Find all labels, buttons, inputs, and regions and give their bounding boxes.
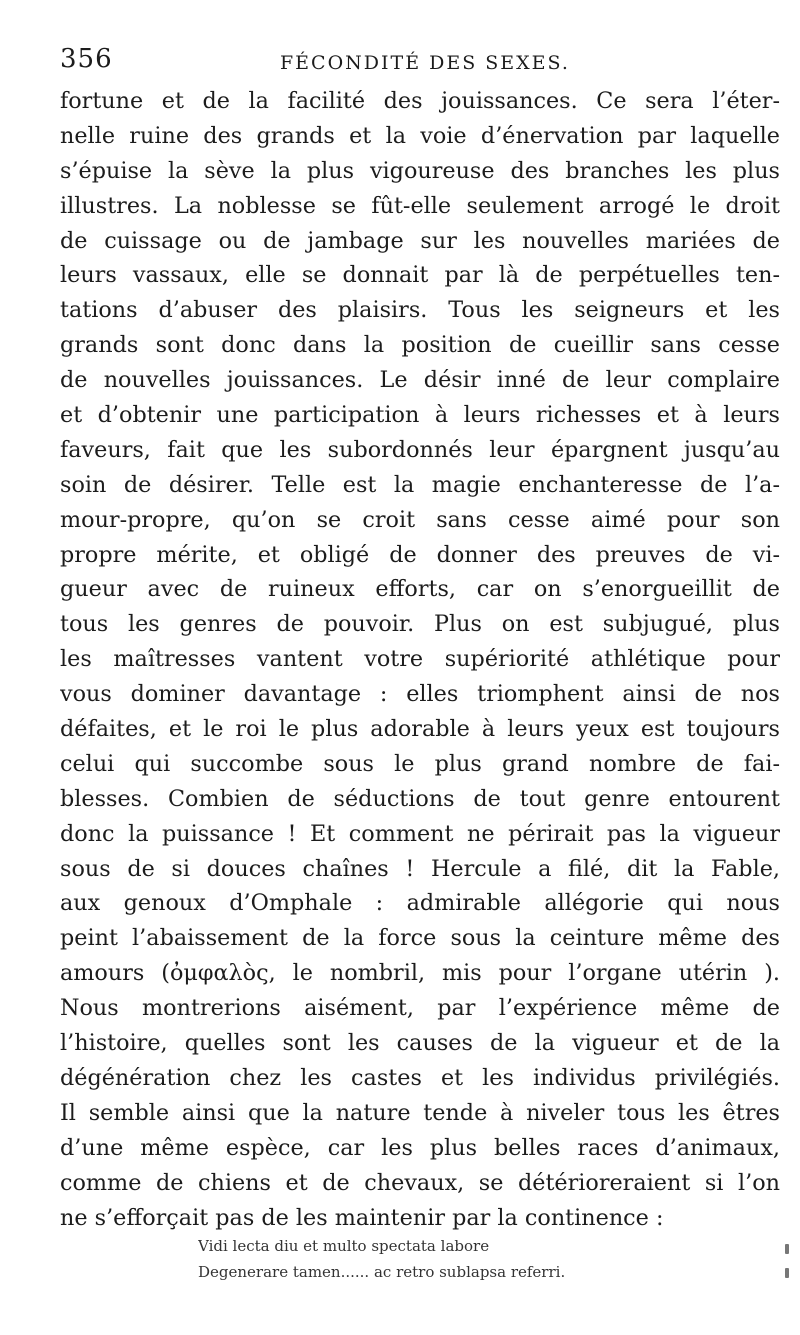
body-line: l’histoire, quelles sont les causes de la vigueur et de la (60, 1030, 780, 1057)
body-line: aux genoux d’Omphale : admirable allégorie qui nous (60, 890, 780, 917)
body-line: gueur avec de ruineux efforts, car on s’enorgueillit de (60, 576, 780, 603)
margin-ink-mark (785, 1244, 789, 1254)
footnote-quote (198, 1233, 758, 1285)
body-line: tations d’abuser des plaisirs. Tous les seigneurs et les (60, 297, 780, 324)
body-line: faveurs, fait que les subordonnés leur épargnent jusqu’au (60, 436, 780, 463)
body-line: tous les genres de pouvoir. Plus on est subjugué, plus (60, 611, 780, 638)
body-text (60, 84, 780, 1235)
page-number: 356 (60, 44, 113, 74)
body-line: défaites, et le roi le plus adorable à leurs yeux est toujours (60, 716, 780, 743)
body-line: mour-propre, qu’on se croit sans cesse aimé pour son (60, 506, 780, 533)
body-line: fortune et de la facilité des jouissances. Ce sera l’éter- (60, 88, 780, 114)
body-line: de nouvelles jouissances. Le désir inné de leur complaire (60, 367, 780, 394)
body-line: celui qui succombe sous le plus grand nombre de fai- (60, 750, 780, 777)
running-title: FÉCONDITÉ DES SEXES. (280, 52, 570, 74)
body-line: nelle ruine des grands et la voie d’énervation par laquelle (60, 122, 780, 149)
body-line-last: ne s’efforçait pas de les maintenir par la continence : (60, 1204, 664, 1231)
body-line: peint l’abaissement de la force sous la ceinture même des (60, 925, 780, 952)
body-line: d’une même espèce, car les plus belles races d’animaux, (60, 1134, 780, 1161)
page-header (60, 44, 780, 84)
body-line: sous de si douces chaînes ! Hercule a filé, dit la Fable, (60, 855, 780, 882)
footnote-line: Vidi lecta diu et multo spectata labore (198, 1237, 490, 1255)
body-line: dégénération chez les castes et les individus privilégiés. (60, 1064, 780, 1091)
body-line: grands sont donc dans la position de cueillir sans cesse (60, 332, 780, 359)
margin-ink-mark (785, 1268, 789, 1278)
body-line: les maîtresses vantent votre supériorité athlétique pour (60, 646, 780, 673)
body-line: amours (ὀμφαλὸς, le nombril, mis pour l’organe utérin ). (60, 960, 780, 987)
body-line: et d’obtenir une participation à leurs richesses et à leurs (60, 402, 780, 429)
body-line: de cuissage ou de jambage sur les nouvelles mariées de (60, 227, 780, 254)
body-line: vous dominer davantage : elles triomphent ainsi de nos (60, 681, 780, 708)
body-line: propre mérite, et obligé de donner des preuves de vi- (60, 541, 780, 568)
body-line: Il semble ainsi que la nature tende à niveler tous les êtres (60, 1099, 780, 1126)
body-line: illustres. La noblesse se fût-elle seulement arrogé le droit (60, 192, 780, 219)
body-line: blesses. Combien de séductions de tout genre entourent (60, 785, 780, 812)
footnote-line: Degenerare tamen...... ac retro sublapsa referri. (198, 1263, 566, 1281)
body-line: Nous montrerions aisément, par l’expérience même de (60, 995, 780, 1022)
body-line: leurs vassaux, elle se donnait par là de perpétuelles ten- (60, 262, 780, 289)
body-line: soin de désirer. Telle est la magie enchanteresse de l’a- (60, 471, 780, 498)
body-line: comme de chiens et de chevaux, se détérioreraient si l’on (60, 1169, 780, 1196)
body-line: donc la puissance ! Et comment ne périrait pas la vigueur (60, 820, 780, 847)
body-line: s’épuise la sève la plus vigoureuse des branches les plus (60, 157, 780, 184)
